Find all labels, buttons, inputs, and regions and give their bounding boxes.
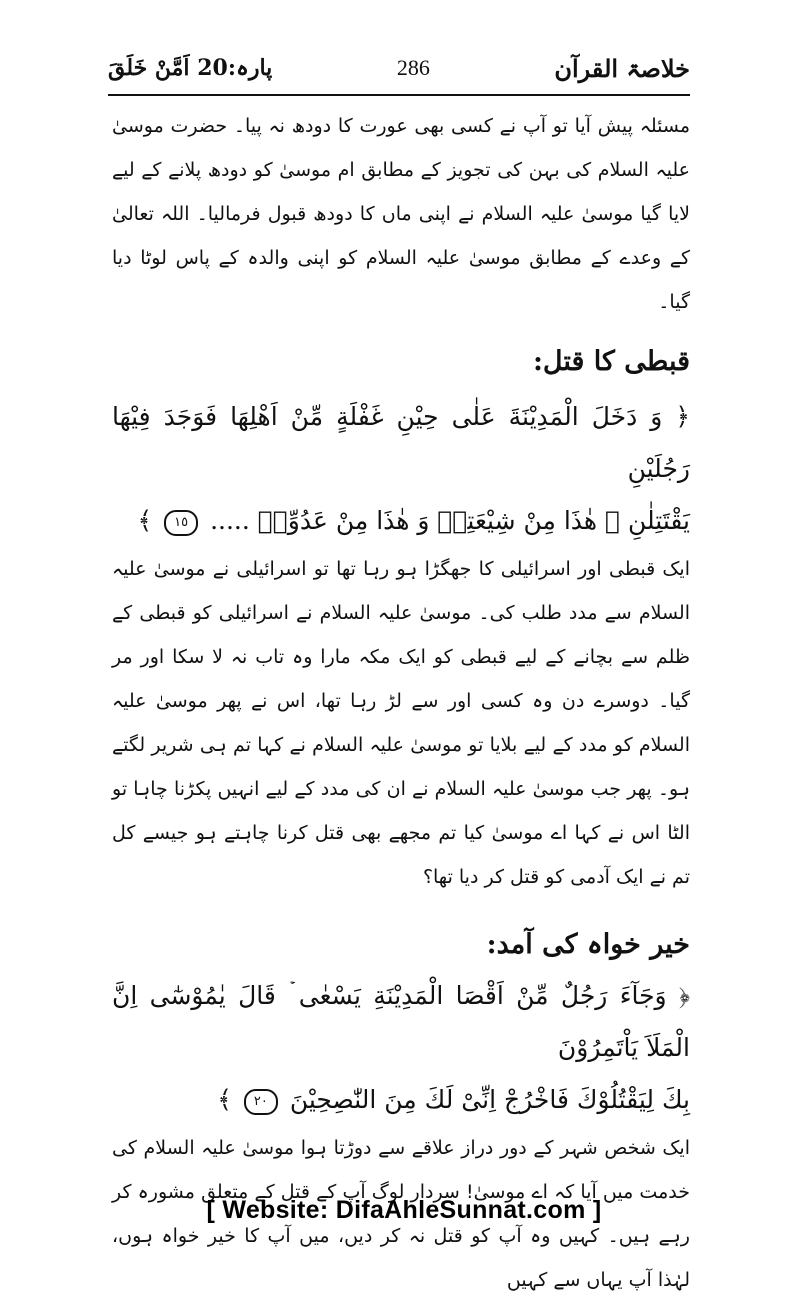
ayah-number-mark: ٢٠: [244, 1089, 278, 1115]
heading-qibti-qatl: قبطی کا قتل:: [532, 346, 690, 377]
ayah-2-line-1: ﴿ وَجَآءَ رَجُلٌ مِّنْ اَقْصَا الْمَدِيْنَةِ يَسْعٰى ۡ قَالَ يٰمُوْسٰٓى اِنَّ الْمَلَاَ يَاْتَمِرُوْنَ: [112, 981, 690, 1062]
ayah-2-line-2: [112, 1074, 690, 1126]
ayah-1-line-2-text: يَقْتَتِلٰنِ ۗ هٰذَا مِنْ شِيْعَتِهٖ وَ هٰذَا مِنْ عَدُوِّهٖ .....: [210, 506, 690, 535]
website-footer[interactable]: [0, 1196, 808, 1225]
website-link[interactable]: [ Website: DifaAhleSunnat.com ]: [206, 1196, 602, 1224]
ayah-number-mark: ١٥: [164, 510, 198, 536]
ayah-1-line-2: [112, 495, 690, 547]
page-header: [108, 48, 690, 88]
book-title: خلاصۃ القرآن: [554, 53, 690, 83]
heading-khair-khwah: خیر خواہ کی آمد:: [486, 929, 690, 960]
ayah-close-bracket: ﴾: [137, 506, 153, 535]
intro-paragraph: مسئلہ پیش آیا تو آپ نے کسی بھی عورت کا دودھ نہ پیا۔ حضرت موسیٰ علیہ السلام کی بہن کی تجویز کے مطابق ام موسیٰ کو دودھ پلانے کے لیے لایا گیا موسیٰ علیہ السلام نے اپنی ماں کا دودھ قبول فرمالیا۔ اللہ تعالیٰ کے وعدے کے مطابق موسیٰ علیہ السلام کو اپنی والدہ کے پاس لوٹا دیا گیا۔: [112, 115, 690, 313]
para-label: پارہ:20 اَمَّنْ خَلَقَ: [108, 55, 273, 81]
ayah-block-2: [112, 970, 690, 1126]
page-number: 286: [396, 55, 430, 80]
header-divider: [108, 94, 690, 96]
ayah-close-bracket: ﴾: [217, 1085, 232, 1114]
page-body: [112, 104, 690, 1302]
ayah-1-line-1: ﴿ وَ دَخَلَ الْمَدِيْنَةَ عَلٰى حِيْنِ غَفْلَةٍ مِّنْ اَهْلِهَا فَوَجَدَ فِيْهَا رَجُلَيْنِ: [112, 402, 690, 483]
paragraph-3: ایک شخص شہر کے دور دراز علاقے سے دوڑتا ہوا موسیٰ علیہ السلام کی خدمت میں آیا کہ اے موسیٰ! سردار لوگ آپ کے قتل کے متعلق مشورہ کر رہے ہیں۔ کہیں وہ آپ کو قتل نہ کر دیں، میں آپ کا خیر خواہ ہوں، لہٰذا آپ یہاں سے کہیں: [112, 1137, 690, 1291]
ayah-2-line-2-text: بِكَ لِيَقْتُلُوْكَ فَاخْرُجْ اِنِّىْ لَكَ مِنَ النّٰصِحِيْنَ: [289, 1085, 690, 1114]
paragraph-2: ایک قبطی اور اسرائیلی کا جھگڑا ہو رہا تھا تو اسرائیلی نے موسیٰ علیہ السلام سے مدد طلب کی۔ موسیٰ علیہ السلام نے اسرائیلی کو قبطی کے ظلم سے بچانے کے لیے قبطی کو ایک مکہ مارا وہ تاب نہ لا سکا اور مر گیا۔ دوسرے دن وہ کسی اور سے لڑ رہا تھا، اس نے پھر موسیٰ علیہ السلام کو مدد کے لیے بلایا تو موسیٰ علیہ السلام نے کہا تم ہی شریر لگتے ہو۔ پھر جب موسیٰ علیہ السلام نے ان کی مدد کے لیے انہیں پکڑنا چاہا تو الٹا اس نے کہا اے موسیٰ کیا تم مجھے بھی قتل کرنا چاہتے ہو جیسے کل تم نے ایک آدمی کو قتل کر دیا تھا؟: [112, 558, 690, 888]
ayah-block-1: [112, 391, 690, 547]
